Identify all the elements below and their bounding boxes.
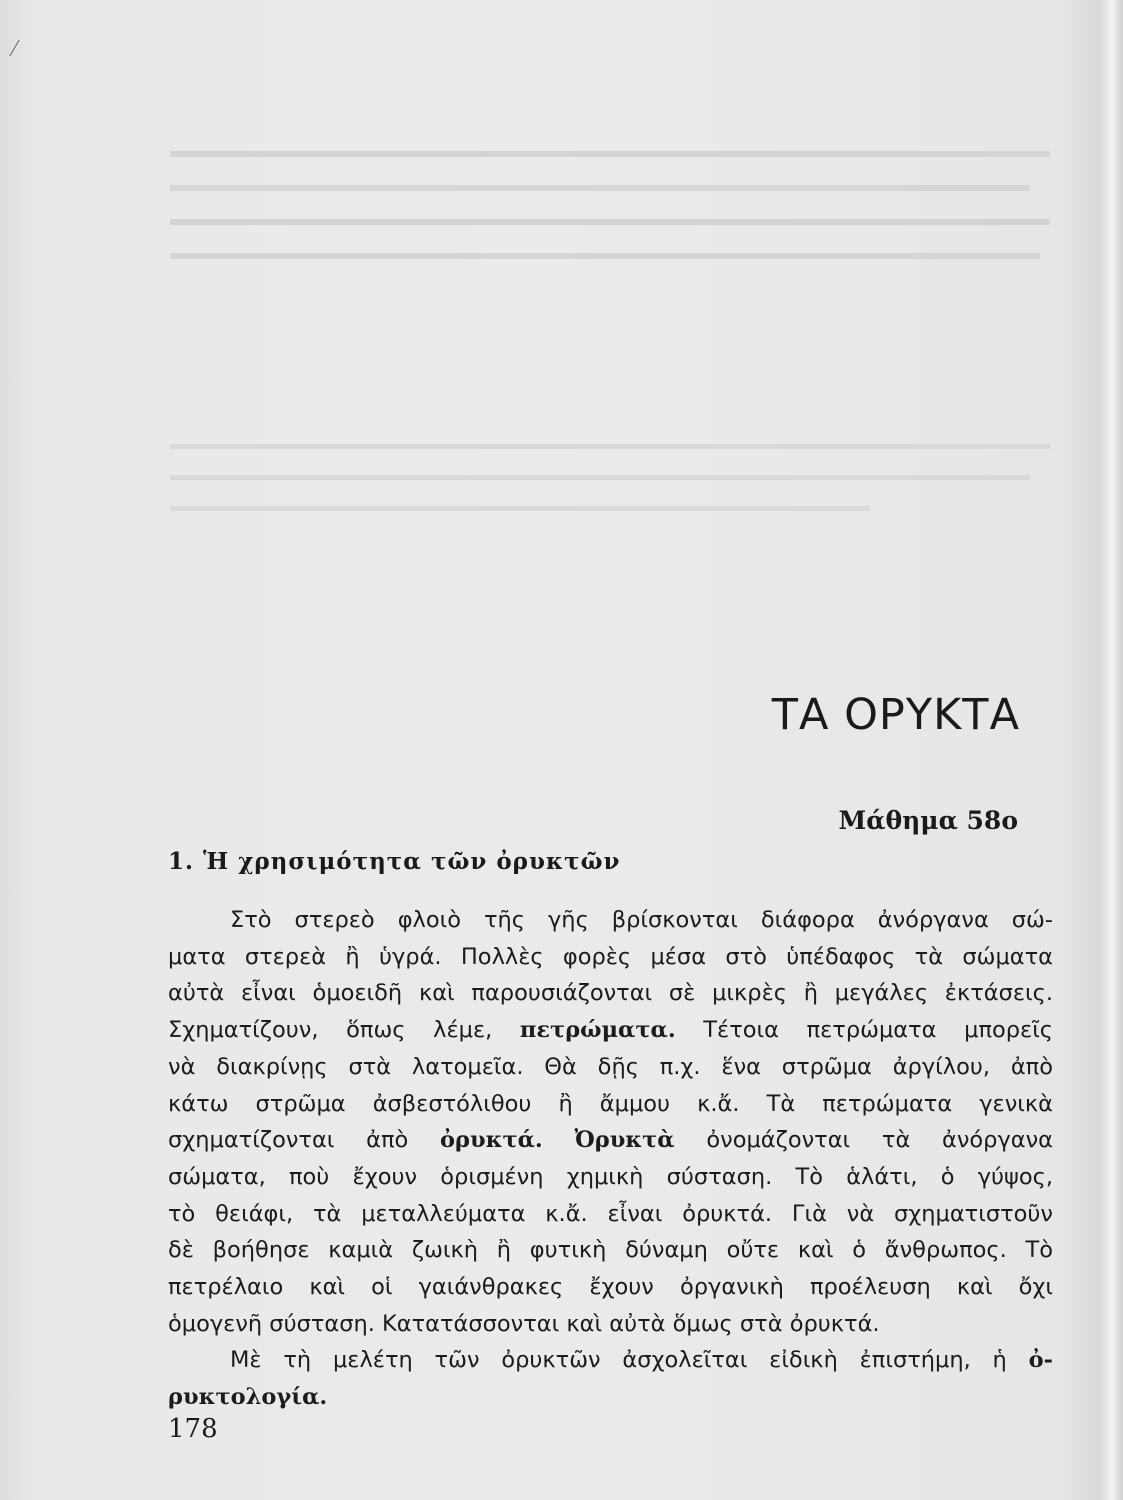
term-orykta-definition: Ὀρυκτὰ	[574, 1127, 675, 1154]
paragraph-line: τὸ θειάφι, τὰ μεταλλεύματα κ.ἄ. εἶναι ὀρυκτά. Γιὰ νὰ σχηματιστοῦν	[168, 1200, 1053, 1227]
paragraph-line: Στὸ στερεὸ φλοιὸ τῆς γῆς βρίσκονται διάφορα ἀνόργανα σώ-	[230, 907, 1053, 933]
paragraph-line: δὲ βοήθησε καμιὰ ζωικὴ ἢ φυτικὴ δύναμη οὔτε καὶ ὁ ἄνθρωπος. Τὸ	[168, 1237, 1053, 1264]
text-run: ὀνομάζονται τὰ ἀνόργανα	[706, 1127, 1053, 1154]
paragraph-line: νὰ διακρίνῃς στὰ λατομεῖα. Θὰ δῇς π.χ. ἕνα στρῶμα ἀργίλου, ἀπὸ	[168, 1053, 1053, 1080]
paragraph-line: ὁμογενῆ σύσταση. Κατατάσσονται καὶ αὐτὰ ὅμως στὰ ὀρυκτά.	[168, 1310, 880, 1337]
paragraph-line: ματα στερεὰ ἢ ὑγρά. Πολλὲς φορὲς μέσα στὸ ὑπέδαφος τὰ σώματα	[168, 943, 1053, 970]
paragraph-line	[168, 1342, 1053, 1379]
text-run: Σχηματίζουν, ὅπως λέμε,	[168, 1017, 493, 1044]
term-oryktologia-start: ὀ-	[1028, 1347, 1053, 1374]
paragraph-line	[168, 1012, 1053, 1049]
section-title: Ἡ χρησιμότητα τῶν ὀρυκτῶν	[203, 848, 621, 875]
corner-mark	[1, 40, 19, 56]
chapter-title: ΤΑ ΟΡΥΚΤΑ	[771, 690, 1020, 740]
term-oryktologia-end: ρυκτολογία.	[168, 1384, 328, 1411]
text-run: σχηματίζονται ἀπὸ	[168, 1127, 409, 1154]
bleed-through-middle	[170, 430, 1050, 550]
paragraph-line: αὐτὰ εἶναι ὁμοειδῆ καὶ παρουσιάζονται σὲ μικρὲς ἢ μεγάλες ἐκτάσεις.	[168, 980, 1053, 1007]
page-number: 178	[168, 1414, 218, 1444]
term-petromata: πετρώματα.	[519, 1017, 676, 1044]
term-orykta: ὀρυκτά.	[440, 1127, 543, 1154]
paragraph-line: κάτω στρῶμα ἀσβεστόλιθου ἢ ἄμμου κ.ἄ. Τὰ πετρώματα γενικὰ	[168, 1090, 1053, 1117]
text-run: Μὲ τὴ μελέτη τῶν ὀρυκτῶν ἀσχολεῖται εἰδικὴ ἐπιστήμη, ἡ	[230, 1347, 1007, 1374]
paragraph-line	[168, 1122, 1053, 1159]
paragraph-line: σώματα, ποὺ ἔχουν ὁρισμένη χημικὴ σύσταση. Τὸ ἁλάτι, ὁ γύψος,	[168, 1163, 1053, 1190]
lesson-label: Μάθημα 58ο	[838, 806, 1018, 835]
paragraph-line	[168, 1379, 1053, 1416]
bleed-through-top	[170, 135, 1050, 325]
section-heading	[168, 848, 621, 875]
text-run: Τέτοια πετρώματα μπορεῖς	[703, 1017, 1054, 1044]
paragraph-line: πετρέλαιο καὶ οἱ γαιάνθρακες ἔχουν ὀργανικὴ προέλευση καὶ ὄχι	[168, 1274, 1053, 1301]
section-number: 1.	[168, 848, 195, 875]
body-text	[168, 902, 1053, 1416]
